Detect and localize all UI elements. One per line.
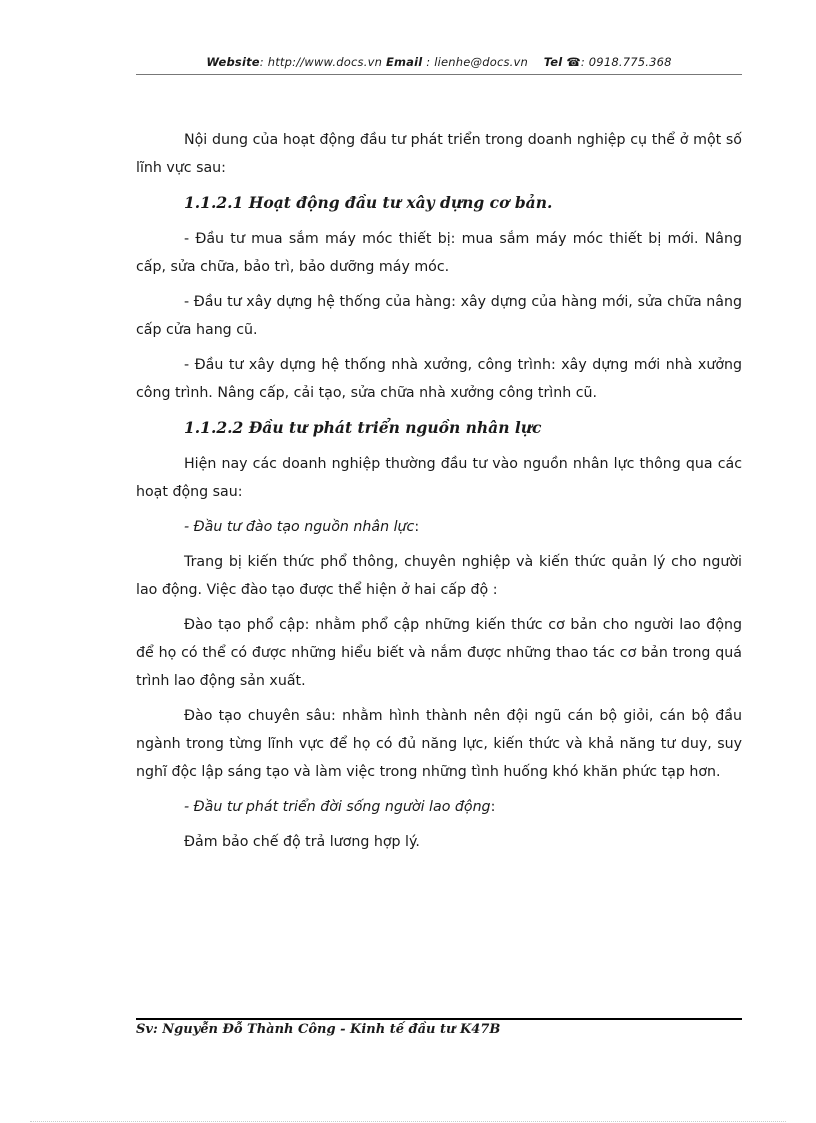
page-footer: Sv: Nguyễn Đỗ Thành Công - Kinh tế đầu tư K47B <box>136 1022 501 1037</box>
header-divider <box>136 74 742 75</box>
page-header <box>136 55 742 69</box>
paragraph: - Đầu tư xây dựng hệ thống của hàng: xây dựng của hàng mới, sửa chữa nâng cấp cửa hang cũ. <box>136 294 742 338</box>
paragraph: Đào tạo phổ cập: nhằm phổ cập những kiến thức cơ bản cho người lao động để họ có thể có được những hiểu biết và nắm được những thao tác cơ bản trong quá trình lao động sản xuất. <box>136 617 742 689</box>
page-bottom-edge <box>30 1121 786 1122</box>
section-heading-2: 1.1.2.2 Đầu tư phát triển nguồn nhân lực <box>184 418 542 437</box>
paragraph: Trang bị kiến thức phổ thông, chuyên nghiệp và kiến thức quản lý cho người lao động. Việc đào tạo được thể hiện ở hai cấp độ : <box>136 554 742 598</box>
paragraph: Đảm bảo chế độ trả lương hợp lý. <box>184 834 420 850</box>
phone-icon: ☎ <box>566 55 581 69</box>
section-heading-1: 1.1.2.1 Hoạt động đầu tư xây dựng cơ bản. <box>184 193 553 212</box>
paragraph: Đào tạo chuyên sâu: nhằm hình thành nên đội ngũ cán bộ giỏi, cán bộ đầu ngành trong từng lĩnh vực để họ có đủ năng lực, kiến thức và khả năng tư duy, suy nghĩ độc lập sáng tạo và làm việc trong những tình huống khó khăn phức tạp hơn. <box>136 708 742 780</box>
footer-divider <box>136 1018 742 1020</box>
paragraph: - Đầu tư xây dựng hệ thống nhà xưởng, công trình: xây dựng mới nhà xưởng công trình. Nâng cấp, cải tạo, sửa chữa nhà xưởng công trình cũ. <box>136 357 742 401</box>
website-link[interactable]: : http://www.docs.vn <box>259 55 383 69</box>
subheading-training: - Đầu tư đào tạo nguồn nhân lực <box>184 519 415 535</box>
subheading-colon: : <box>414 519 420 535</box>
paragraph: - Đầu tư mua sắm máy móc thiết bị: mua sắm máy móc thiết bị mới. Nâng cấp, sửa chữa, bảo trì, bảo dưỡng máy móc. <box>136 231 742 275</box>
intro-paragraph: Nội dung của hoạt động đầu tư phát triển trong doanh nghiệp cụ thể ở một số lĩnh vực sau: <box>136 132 742 176</box>
subheading-welfare: - Đầu tư phát triển đời sống người lao động <box>184 799 491 815</box>
tel-label: Tel <box>543 55 563 69</box>
email-label: Email <box>385 55 423 69</box>
subheading-paragraph <box>136 793 742 821</box>
paragraph: Hiện nay các doanh nghiệp thường đầu tư vào nguồn nhân lực thông qua các hoạt động sau: <box>136 456 742 500</box>
document-body <box>136 126 742 863</box>
website-label: Website <box>206 55 260 69</box>
subheading-paragraph <box>136 513 742 541</box>
email-link[interactable]: : lienhe@docs.vn <box>422 55 529 69</box>
tel-value: : 0918.775.368 <box>580 55 672 69</box>
subheading-colon: : <box>490 799 496 815</box>
